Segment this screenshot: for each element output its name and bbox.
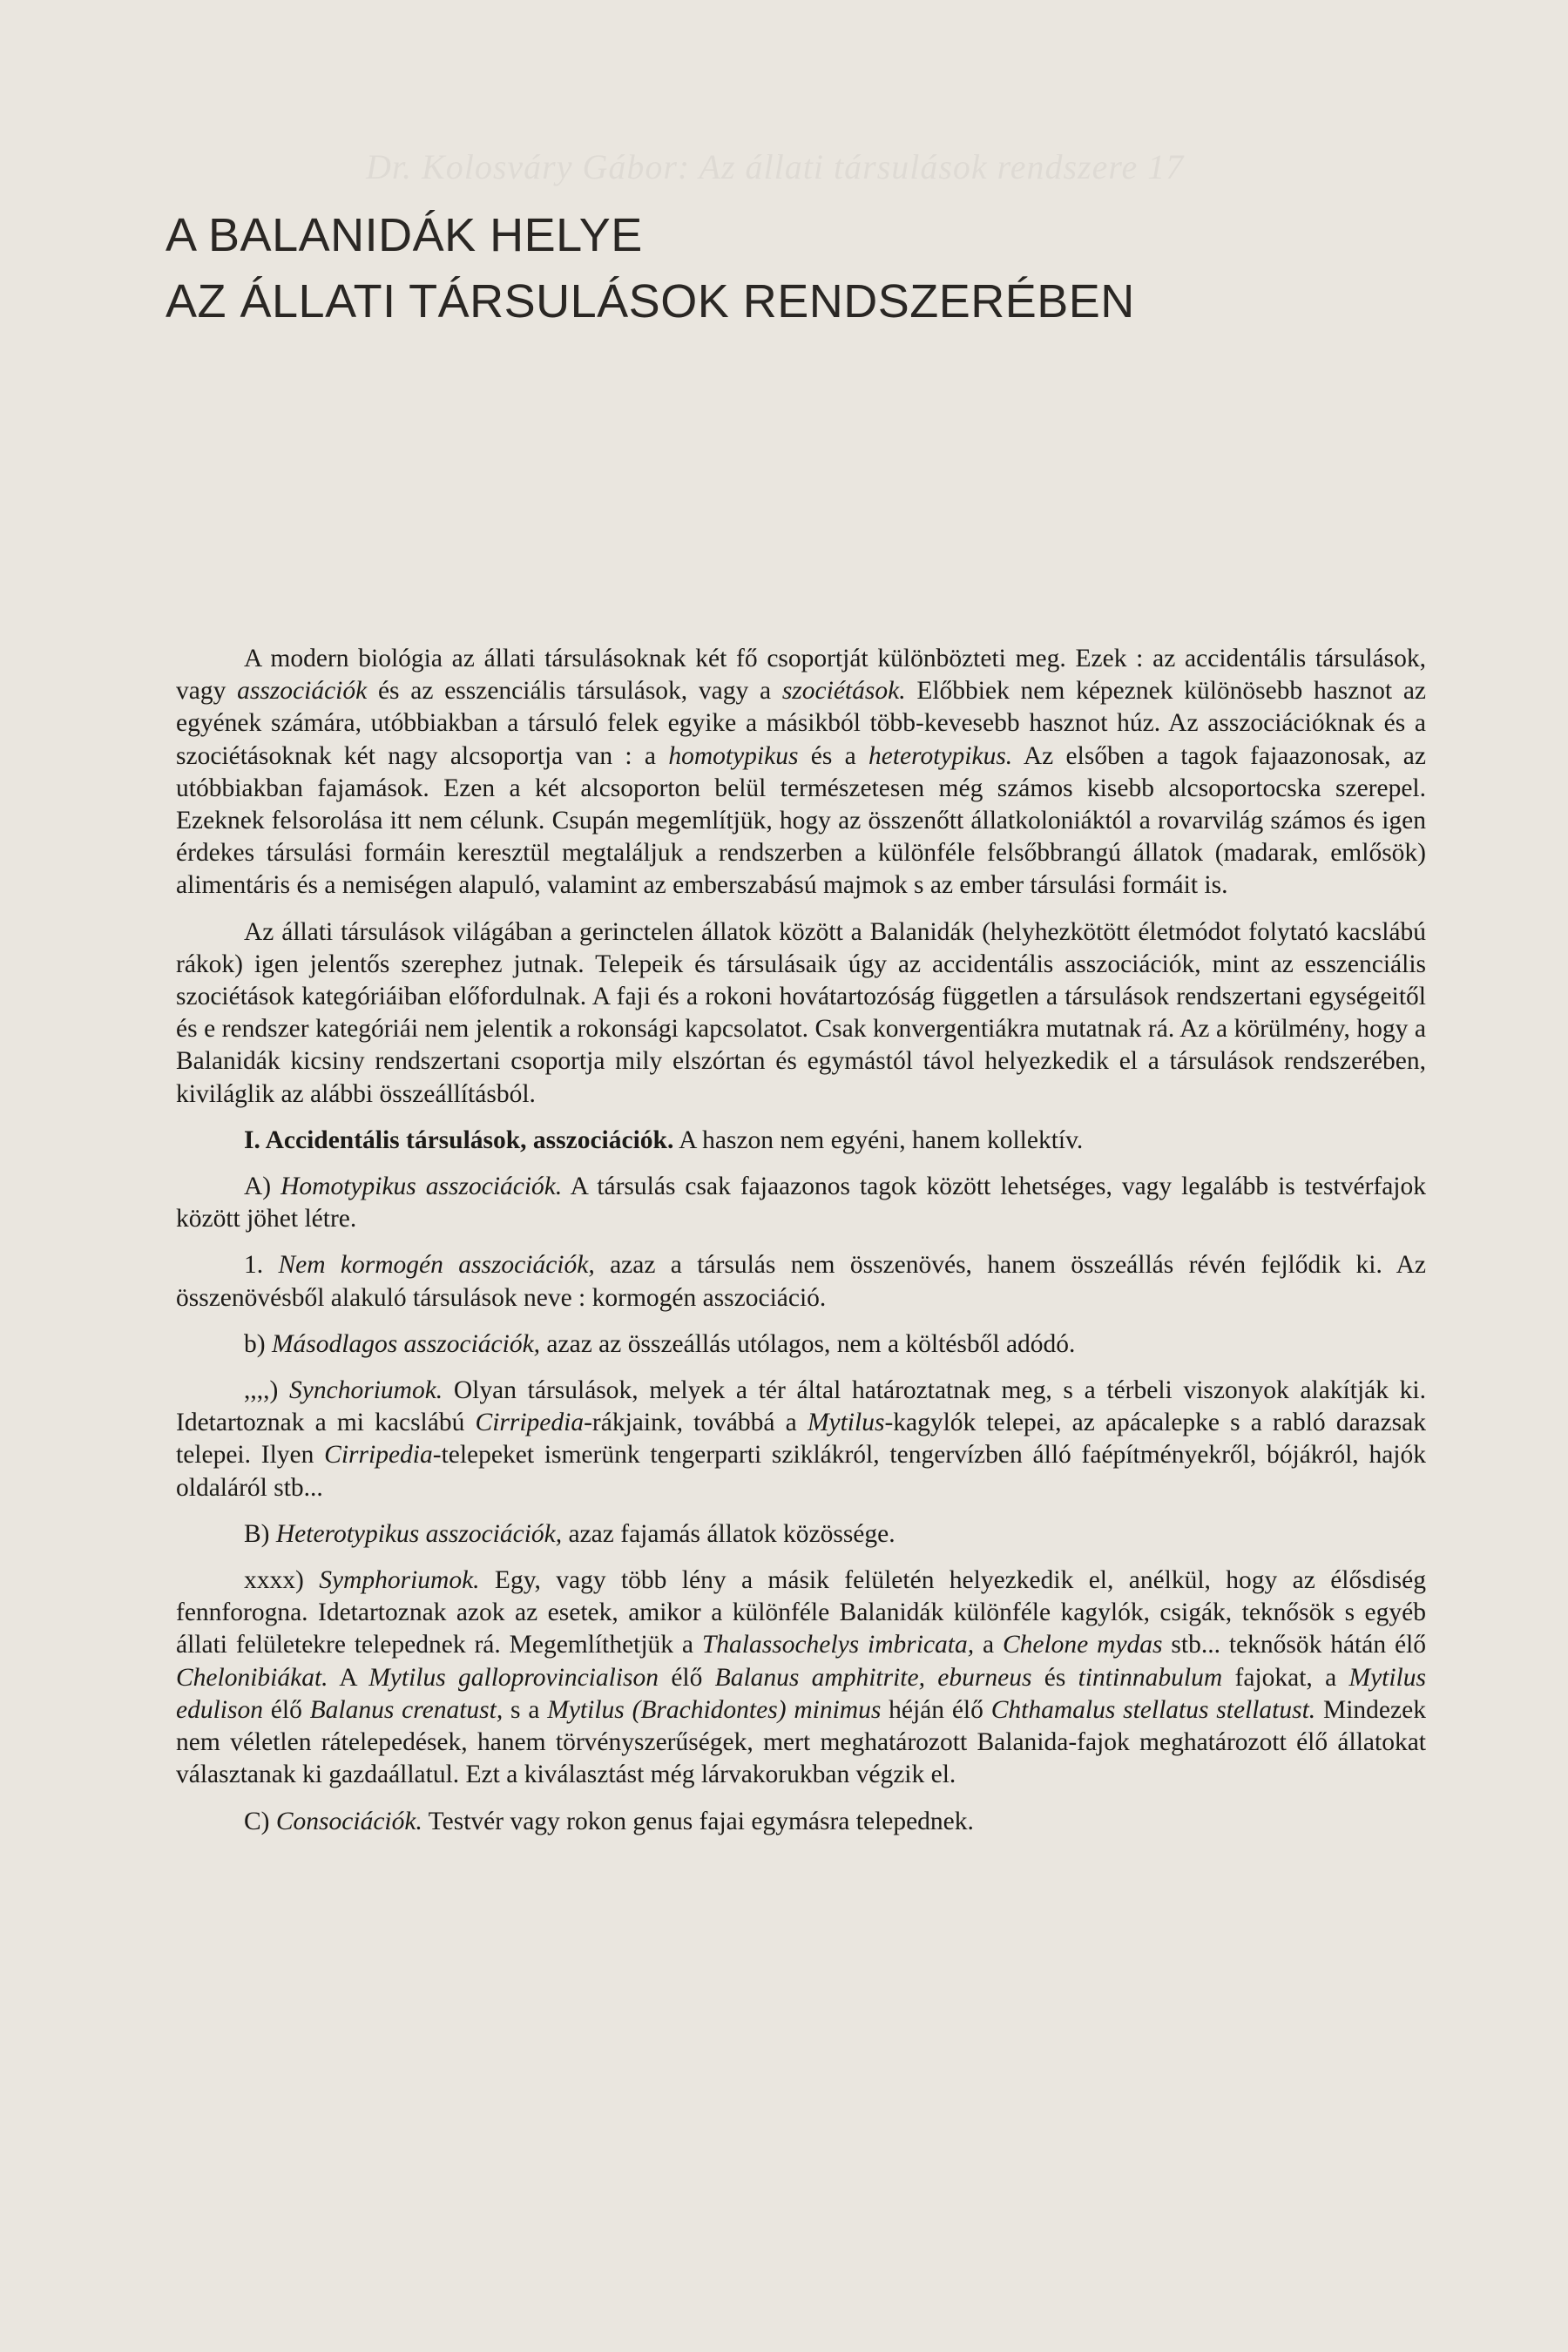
paragraph-section-B [176,1518,1426,1551]
text-run: Az állati társulások világában a gerinctelen állatok között a Balanidák (helyhezkötött életmódot folytató kacslábú rákok) igen jelentős szerephez jutnak. Telepeik és társulásaik úgy az accidentális asszociációk, mint az esszenciális szociétások kategóriáiban előfordulnak. A faji és a rokoni hovátartozóság független a társulások rendszertani egységeitől és e rendszer kategóriái nem jelentik a rokonsági kapcsolatot. Csak konvergentiákra mutatnak rá. Az a körülmény, hogy a Balanidák kicsiny rendszertani csoportja mily elszórtan és egymástól távol helyezkedik el a társulások rendszerében, kiviláglik az alábbi összeállításból. [176,917,1426,1108]
text-run: C) [244,1807,276,1835]
italic-run: asszociációk [237,677,368,706]
text-run: élő [659,1663,715,1692]
italic-run: Nem kormogén asszociációk, [278,1251,595,1280]
text-run: és a [798,741,868,770]
italic-run: heterotypikus. [868,741,1013,770]
paragraph-balanids [176,916,1426,1111]
italic-run: Mytilus galloprovincialison [368,1663,659,1692]
paragraph-intro [176,643,1426,902]
text-run: xxxx) [244,1566,320,1595]
italic-run: Cirripedia [324,1441,433,1470]
text-run: b) [244,1329,272,1358]
italic-run: Consociációk. [275,1807,422,1835]
italic-run: szociétások. [781,677,906,706]
text-run: azaz a társulás nem összenövés, hanem összeállás révén fejlődik ki. Az összenövésből alakuló társulások neve : kormogén asszociáció. [176,1251,1426,1312]
text-run: a [974,1631,1003,1659]
italic-run: Homotypikus asszociációk. [280,1173,563,1201]
italic-run: Chthamalus stellatus stellatust. [990,1695,1316,1724]
text-run: Egy, vagy több lény a másik felületén helyezkedik el, anélkül, hogy az élősdiség fennforogna. Idetartoznak azok az esetek, amikor a különféle Balanidák különféle kagylók, csigák, teknősök s egyéb állati felületekre telepednek rá. Megemlíthetjük a [176,1566,1427,1659]
bleed-through-running-head: Dr. Kolosváry Gábor: Az állati társulások rendszere 17 [366,147,1185,186]
text-run: élő [262,1695,310,1724]
bold-run: I. Accidentális társulások, asszociációk. [244,1125,674,1154]
text-run: azaz fajamás állatok közössége. [562,1519,896,1548]
text-run: A) [244,1173,281,1201]
italic-run: Chelone mydas [1002,1631,1163,1659]
text-run: A modern biológia az állati társulásoknak két fő csoportját különbözteti meg. Ezek : az accidentális társulások, vagy [176,645,1426,706]
text-run: -telepeket ismerünk tengerparti sziklákról, tengervízben álló faépítményekről, bójákról, hajók oldaláról stb... [176,1441,1427,1502]
paragraph-symphoriumok [176,1565,1426,1791]
text-run: -rákjaink, továbbá a [584,1409,808,1437]
text-run: A társulás csak fajaazonos tagok között lehetséges, vagy legalább is testvérfajok között jöhet létre. [176,1173,1426,1233]
paragraph-section-1 [176,1249,1426,1314]
italic-run: homotypikus [668,741,799,770]
text-run: A [328,1663,369,1692]
text-run: fajokat, a [1222,1663,1349,1692]
italic-run: Cirripedia [475,1409,585,1437]
text-run: Olyan társulások, melyek a tér által határoztatnak meg, s a térbeli viszonyok alakítják ki. Idetartoznak a mi kacslábú [176,1376,1427,1437]
paragraph-section-b [176,1328,1426,1361]
text-run: Az elsőben a tagok fajaazonosak, az utóbbiakban fajamások. Ezen a két alcsoporton belül természetesen még számos kisebb alcsoportocska szerepel. Ezeknek felsorolása itt nem célunk. Csupán megemlítjük, hogy az összenőtt állatkoloniáktól a rovarvilág számos és igen érdekes társulási formáin keresztül megtaláljuk a rendszerben a különféle felsőbbrangú állatok (madarak, emlősök) alimentáris és a nemiségen alapuló, valamint az emberszabású majmok s az ember társulási formáit is. [176,741,1426,900]
title-line-2: AZ ÁLLATI TÁRSULÁSOK RENDSZERÉBEN [166,275,1135,328]
text-run: A haszon nem egyéni, hanem kollektív. [673,1125,1084,1154]
italic-run: Balanus crenatust, [309,1695,504,1724]
article-body [176,643,1426,1852]
italic-run: Heterotypikus asszociációk, [275,1519,563,1548]
article-title [166,202,1135,335]
text-run: stb... teknősök hátán élő [1162,1631,1427,1659]
italic-run: Balanus amphitrite, eburneus [714,1663,1032,1692]
text-run: héján élő [881,1695,991,1724]
italic-run: Chelonibiákat. [176,1663,328,1692]
text-run: -kagylók telepei, az apácalepke s a rabló darazsak telepei. Ilyen [176,1409,1427,1470]
italic-run: Symphoriumok. [319,1566,480,1595]
paragraph-section-A [176,1171,1426,1235]
paragraph-synchoriumok [176,1375,1426,1504]
italic-run: Mytilus [807,1409,885,1437]
text-run: B) [244,1519,276,1548]
paragraph-section-I [176,1125,1426,1157]
italic-run: Thalassochelys imbricata, [701,1631,975,1659]
text-run: Testvér vagy rokon genus fajai egymásra telepednek. [422,1807,974,1835]
text-run: 1. [244,1251,279,1280]
text-run: ,,,,) [244,1376,290,1405]
text-run: Mindezek nem véletlen rátelepedések, hanem törvényszerűségek, mert meghatározott Balanida-fajok meghatározott élő állatokat választanak ki gazdaállatul. Ezt a kiválasztást még lárvakorukban végzik el. [176,1695,1426,1789]
text-run: és az esszenciális társulások, vagy a [367,677,782,706]
paragraph-section-C [176,1806,1426,1838]
text-run: azaz az összeállás utólagos, nem a költésből adódó. [540,1329,1076,1358]
text-run: Előbbiek nem képeznek különösebb hasznot az egyének számára, utóbbiakban a társuló felek egyike a másikból több-kevesebb hasznot húz. Az asszociációknak és a szociétásoknak két nagy alcsoportja van : a [176,677,1427,770]
italic-run: Másodlagos asszociációk, [271,1329,541,1358]
text-run: és [1031,1663,1078,1692]
italic-run: Mytilus (Brachidontes) minimus [547,1695,882,1724]
italic-run: tintinnabulum [1078,1663,1223,1692]
title-line-1: A BALANIDÁK HELYE [166,209,643,261]
italic-run: Mytilus edulison [176,1663,1426,1724]
italic-run: Synchoriumok. [289,1376,443,1405]
text-run: s a [503,1695,548,1724]
